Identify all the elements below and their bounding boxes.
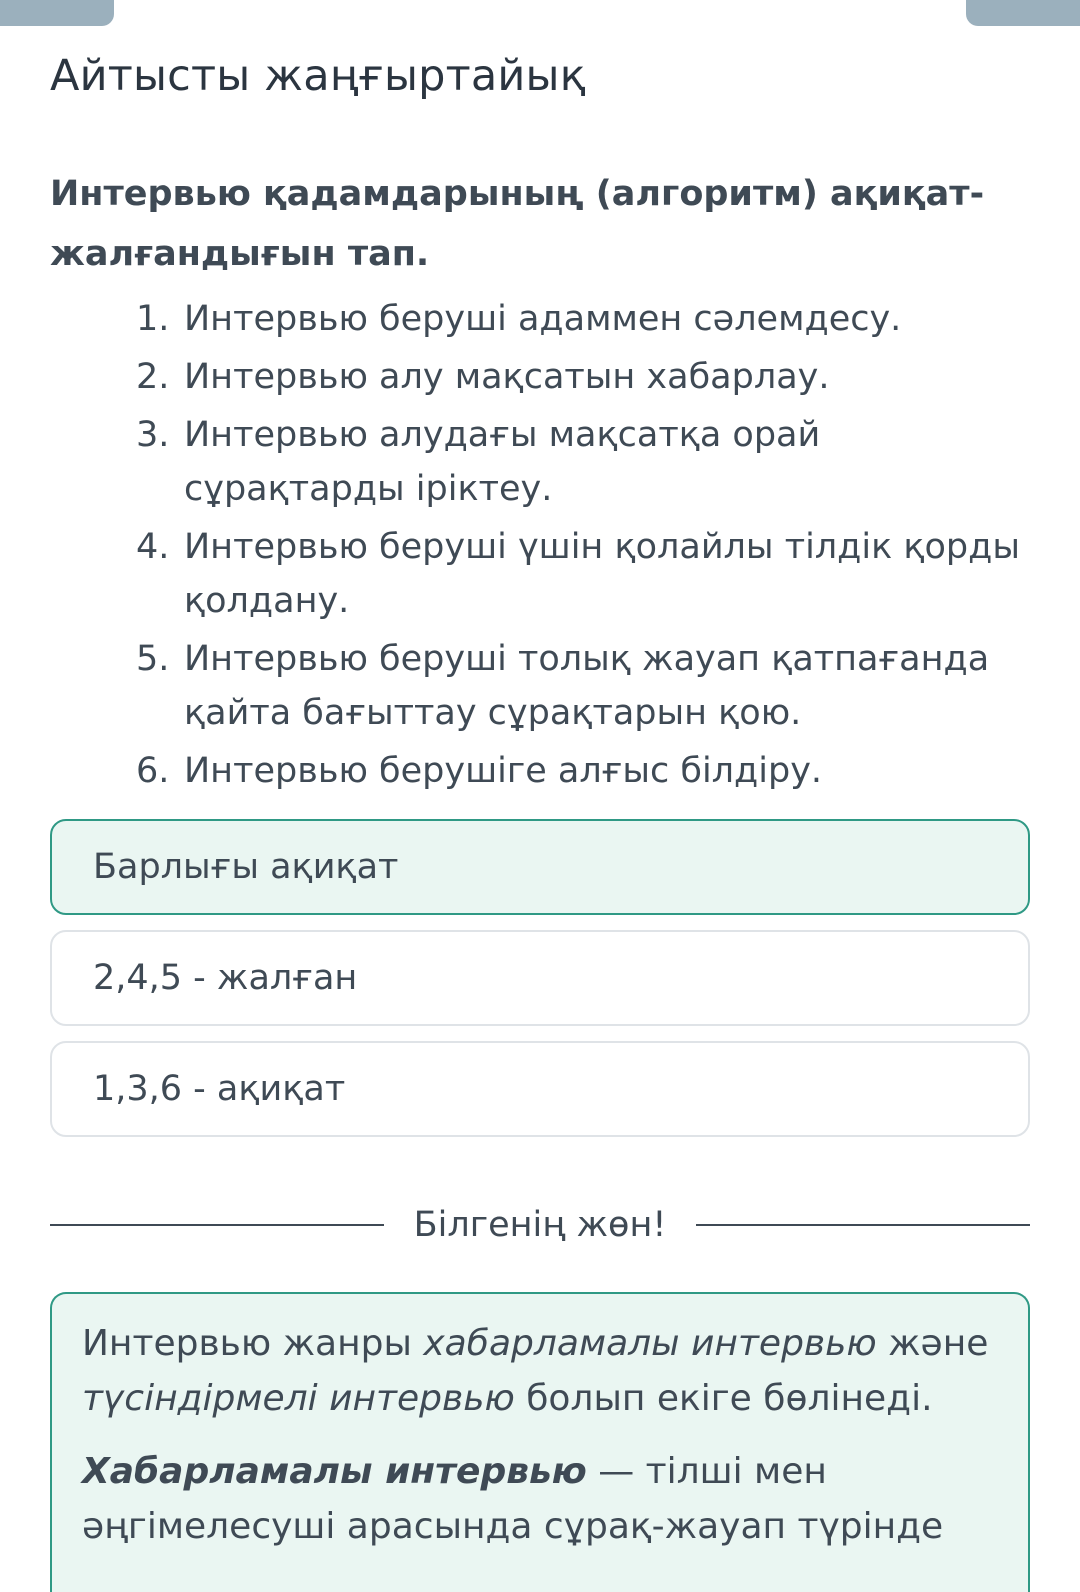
info-text: болып екіге бөлінеді. bbox=[514, 1378, 933, 1419]
step-item bbox=[136, 408, 1036, 516]
top-right-tab[interactable] bbox=[966, 0, 1080, 26]
info-text: — тілші мен әңгімелесуші арасында сұрақ-жауап түрінде bbox=[82, 1451, 944, 1547]
step-item bbox=[136, 520, 1036, 628]
answer-option-136-true[interactable] bbox=[50, 1041, 1030, 1137]
info-term: Хабарламалы интервью bbox=[82, 1451, 587, 1492]
divider-line-right bbox=[696, 1224, 1030, 1226]
info-text: Интервью жанры bbox=[82, 1323, 424, 1364]
step-item bbox=[136, 744, 1036, 798]
step-item bbox=[136, 292, 1036, 346]
divider-title: Білгенің жөн! bbox=[413, 1205, 667, 1245]
info-emphasis: түсіндірмелі интервью bbox=[82, 1378, 515, 1419]
step-item bbox=[136, 350, 1036, 404]
top-left-tab[interactable] bbox=[0, 0, 114, 26]
info-divider bbox=[50, 1200, 1030, 1250]
divider-line-left bbox=[50, 1224, 384, 1226]
step-text: Интервью алу мақсатын хабарлау. bbox=[184, 357, 830, 397]
info-box bbox=[50, 1292, 1030, 1592]
step-number: 4. bbox=[136, 527, 170, 567]
answer-option-all-true[interactable] bbox=[50, 819, 1030, 915]
page-title: Айтысты жаңғыртайық bbox=[50, 50, 586, 101]
answer-option-label: Барлығы ақиқат bbox=[93, 847, 399, 887]
info-text: және bbox=[876, 1323, 989, 1364]
steps-list bbox=[136, 292, 1036, 802]
step-number: 5. bbox=[136, 639, 170, 679]
step-number: 2. bbox=[136, 357, 170, 397]
step-text: Интервью беруші үшін қолайлы тілдік қорды қолдану. bbox=[184, 527, 1020, 621]
step-number: 6. bbox=[136, 751, 170, 791]
answer-option-245-false[interactable] bbox=[50, 930, 1030, 1026]
info-emphasis: хабарламалы интервью bbox=[423, 1323, 877, 1364]
answer-option-label: 2,4,5 - жалған bbox=[93, 958, 358, 998]
info-paragraph-1 bbox=[82, 1316, 998, 1426]
step-item bbox=[136, 632, 1036, 740]
step-text: Интервью беруші толық жауап қатпағанда қайта бағыттау сұрақтарын қою. bbox=[184, 639, 990, 733]
question-text: Интервью қадамдарының (алгоритм) ақиқат-жалғандығын тап. bbox=[50, 174, 985, 274]
answer-option-label: 1,3,6 - ақиқат bbox=[93, 1069, 346, 1109]
step-number: 1. bbox=[136, 299, 170, 339]
step-text: Интервью беруші адаммен сәлемдесу. bbox=[184, 299, 902, 339]
step-text: Интервью алудағы мақсатқа орай сұрақтарды іріктеу. bbox=[184, 415, 821, 509]
step-text: Интервью берушіге алғыс білдіру. bbox=[184, 751, 823, 791]
info-paragraph-2 bbox=[82, 1444, 998, 1554]
step-number: 3. bbox=[136, 415, 170, 455]
